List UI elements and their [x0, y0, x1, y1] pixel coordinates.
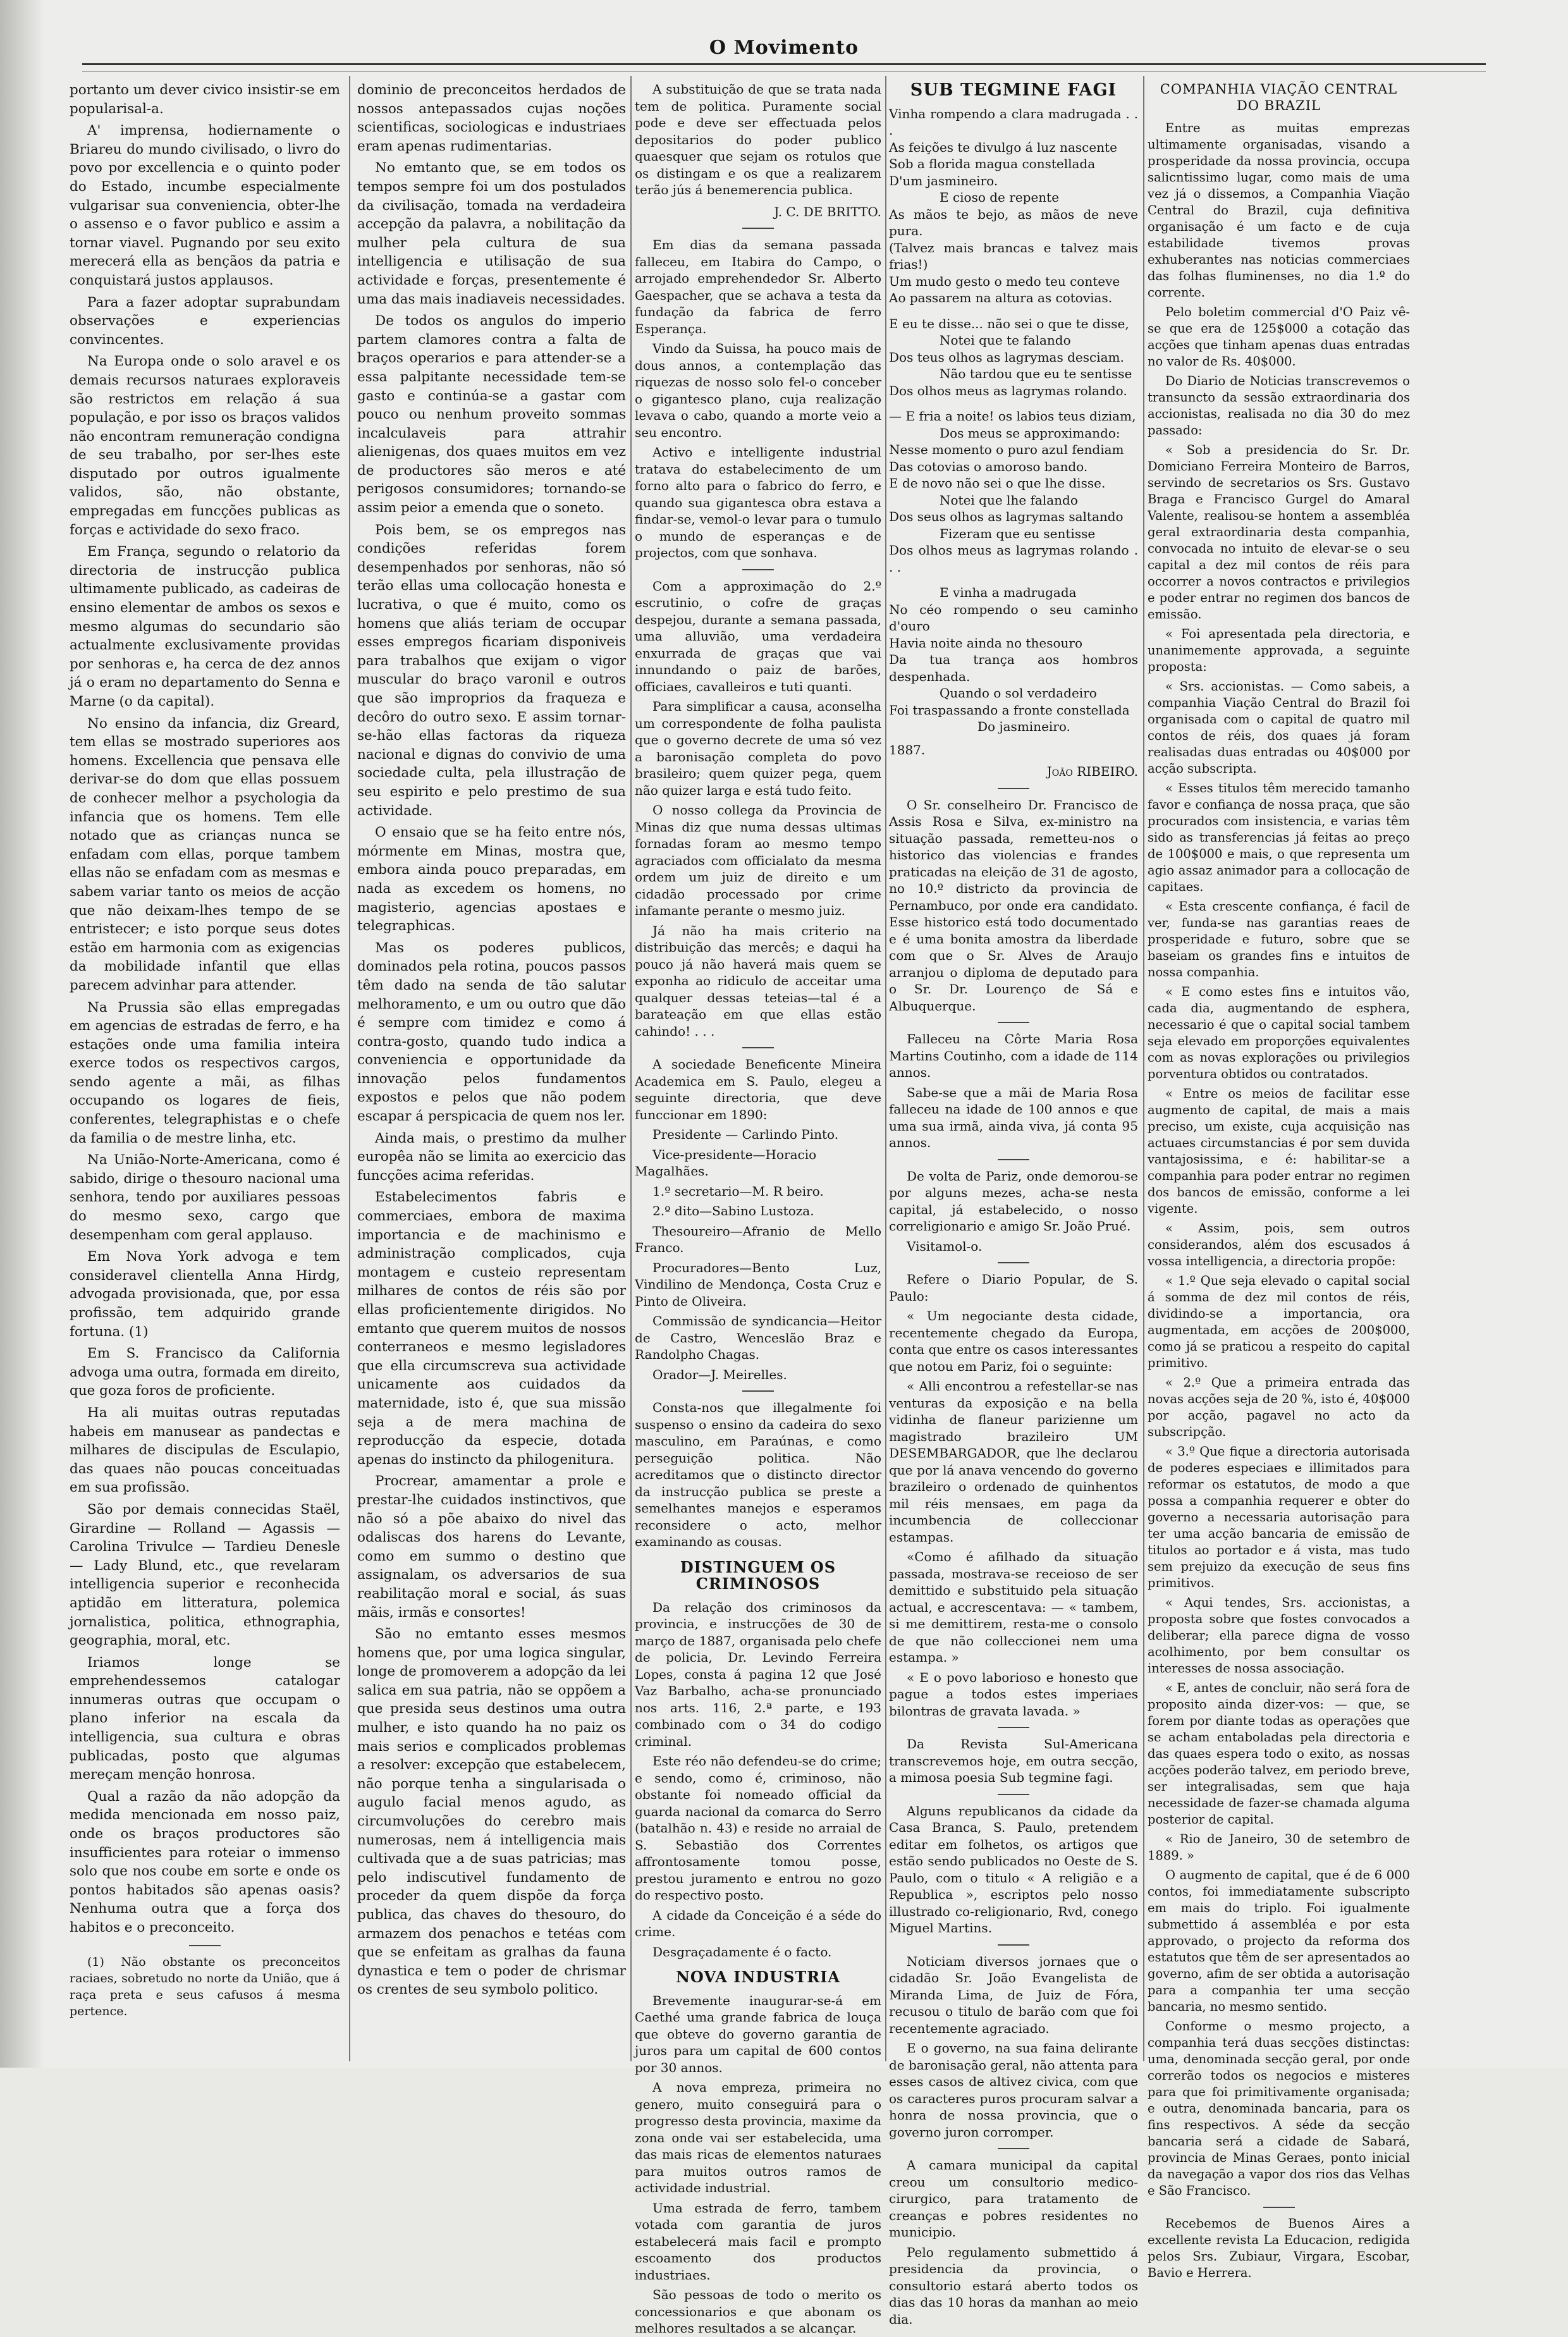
poem-title: SUB TEGMINE FAGI	[910, 80, 1117, 100]
paragraph: A camara municipal da capital creou um consultorio medico-cirurgico, para tratamento de creanças e pobres residentes no municipio.	[889, 2157, 1138, 2240]
poem-line	[889, 307, 1138, 316]
poem-line: — E fria a noite! os labios teus diziam,	[889, 408, 1136, 424]
list-item: Presidente — Carlindo Pinto.	[652, 1127, 839, 1142]
poem-line: Quando o sol verdadeiro	[940, 685, 1097, 701]
footnote: (1) Não obstante os preconceitos raciaes, sobretudo no norte da União, que á raça preta e seus cafusos á mesma pertence.	[70, 1954, 340, 2018]
poem-line: Dos olhos meus as lagrymas rolando . . .	[889, 543, 1138, 575]
paragraph: A cidade da Conceição é a séde do crime.	[635, 1907, 881, 1939]
poem-line: E vinha a madrugada	[940, 585, 1077, 600]
paragraph: O Sr. conselheiro Dr. Francisco de Assis Rosa e Silva, ex-ministro na situação passada, remetteu-nos o historico das violencias e frandes praticadas na eleição de 31 de agosto, no 10.º districto da provincia de Pernambuco, por onde era candidato. Esse historico está todo documentado e é uma bonita amostra da liberdade com que o Sr. Alves de Araujo arranjou o diploma de deputado para o Sr. Dr. Lourenço de Sá e Albuquerque.	[889, 797, 1138, 1014]
poem-line: D'um jasmineiro.	[889, 173, 998, 188]
paragraph: No ensino da infancia, diz Greard, tem ellas se mostrado superiores aos homens. Excellencia que pensava elle derivar-se do dom que ellas possuem de conhecer melhor a psychologia da infancia que os homens. Tem elle notado que as crianças nunca se enfadam com ellas, porque tambem ellas não se enfadam com as mesmas e sabem variar tanto os meios de acção que não deixam-lhes tempo de se entristecer; e isto porque seus dotes estão em harmonia com as exigencias da mobilidade infantil que ellas parecem advinhar para attender.	[70, 715, 340, 993]
paragraph: « E o povo laborioso e honesto que pague a todos estes imperiaes bilontras de gravata lavada. »	[889, 1669, 1138, 1719]
separator	[998, 1794, 1029, 1795]
paragraph: Em S. Francisco da California advoga uma outra, formada em direito, que goza foros de proficiente.	[70, 1346, 340, 1399]
column-2	[357, 81, 626, 2057]
separator	[1263, 2207, 1295, 2208]
paragraph: São no emtanto esses mesmos homens que, por uma logica singular, longe de promoverem a adopção da lei salica em sua patria, não se oppõem a que presida seus destinos uma outra mulher, e isto quando ha no paiz os mais serios e complicados problemas a resolver: excepção que estabelecem, não porque tenha a singularisada o augulo facial menos agudo, as circumvoluções do cerebro mais numerosas, nem á intelligencia mais cultivada que a de suas patricias; mas pelo indiscutivel fundamento de proceder da quem dispõe da força publica, das chaves do thesouro, do armazem dos penachos e tetéas com que se enfeitam as gralhas da fauna dynastica e tem o poder de chrismar os crentes de seu symbolo politico.	[357, 1626, 626, 1998]
paragraph: Visitamol-o.	[907, 1238, 983, 1254]
paragraph: Ainda mais, o prestimo da mulher europêa não se limita ao exercicio das funcções acima referidas.	[357, 1130, 626, 1184]
list-item: Vice-presidente—Horacio Magalhães.	[635, 1146, 817, 1179]
paragraph: Conforme o mesmo projecto, a companhia terá duas secções distinctas: uma, denominada secção geral, por onde correrão todos os negocios e misteres para que foi primitivamente organisada; e outra, denominada bancaria, para os fins respectivos. A séde da secção bancaria será a cidade de Sabará, provincia de Minas Geraes, ponto inicial da navegação a vapor dos rios das Velhas e São Francisco.	[1148, 2019, 1410, 2198]
separator	[998, 1727, 1029, 1728]
paragraph: Iriamos longe se emprehendessemos catalogar innumeras outras que occupam o plano inferior na escala da intelligencia, sua cultura e obras publicadas, posto que algumas mereçam menção honrosa.	[70, 1654, 340, 1783]
masthead-rule	[82, 63, 1486, 71]
paragraph: « Alli encontrou a refestellar-se nas venturas da exposição e na bella vidinha de flaneur parizienne um magistrado brazileiro UM DESEMBARGADOR, que lhe declarou que por lá anava vencendo do governo brazileiro o ordenado de quinhentos mil réis mensaes, em paga da incumbencia de colleccionar estampas.	[889, 1378, 1138, 1545]
paragraph: « Aqui tendes, Srs. accionistas, a proposta sobre que fostes convocados a deliberar; ella parece digna de vosso acolhimento, por bem consultar os interesses de nossa associação.	[1148, 1595, 1410, 1676]
paragraph: Estabelecimentos fabris e commerciaes, embora de maxima importancia e de machinismo e administração complicados, cuja montagem e custeio representam milhares de contos de réis são por ellas proficientemente dirigidos. No emtanto que querem muitos de nossos conterraneos e mesmo legisladores que ella circumscreva sua actividade unicamente aos cuidados da maternidade, isto é, que sua missão seja a de mera machina de reproducção da especie, dotada apenas do instincto da philogenitura.	[357, 1189, 626, 1468]
separator	[998, 1944, 1029, 1946]
poem-line: Dos seus olhos as lagrymas saltando	[889, 509, 1124, 524]
poem-author: João RIBEIRO.	[1046, 764, 1138, 779]
paragraph: Procrear, amamentar a prole e prestar-lhe cuidados instinctivos, que não só a põe abaixo do nivel das odaliscas dos harens do Levante, como em summo o destino que assignalam, os adversarios de sua reabilitação moral e social, ás suas mãis, irmãs e consortes!	[357, 1473, 626, 1621]
section-title: COMPANHIA VIAÇÃO CENTRAL DO BRAZIL	[1160, 82, 1398, 113]
paragraph: Da Revista Sul-Americana transcrevemos hoje, em outra secção, a mimosa poesia Sub tegmine fagi.	[889, 1736, 1138, 1785]
paragraph: « E, antes de concluir, não será fora de proposito ainda dizer-vos: — que, se forem por diante todas as operações que se acham entaboladas pela directoria e das quaes espera todo o exito, as nossas acções poderão talvez, em periodo breve, ser integralisadas, sem que haja necessidade de fazer-se chamada alguma posterior de capital.	[1148, 1681, 1410, 1827]
poem-line: E cioso de repente	[940, 190, 1060, 205]
paragraph: Recebemos de Buenos Aires a excellente revista La Educacion, redigida pelos Srs. Zubiaur, Virgara, Escobar, Bavio e Herrera.	[1148, 2216, 1410, 2280]
list-item: Procuradores—Bento Luz, Vindilino de Mendonça, Costa Cruz e Pinto de Oliveira.	[635, 1260, 881, 1309]
paragraph: A nova empreza, primeira no genero, muito conseguirá para o progresso desta provincia, maxime da zona onde vai ser estabelecida, uma das mais ricas de elementos naturaes para muitos outros ramos de actividade industrial.	[635, 2080, 881, 2195]
paragraph: Com a approximação do 2.º escrutinio, o cofre de graças despejou, durante a semana passada, uma alluvião, uma verdadeira enxurrada de graças que vai innundando o paiz de barões, officiaes, cavalleiros e tuti quanti.	[635, 578, 881, 694]
paragraph: dominio de preconceitos herdados de nossos antepassados cujas noções scientificas, sociologicas e industriaes eram apenas rudimentarias.	[357, 82, 626, 154]
paragraph: Refere o Diario Popular, de S. Paulo:	[889, 1272, 1138, 1304]
paragraph: Em França, segundo o relatorio da directoria de instrucção publica ultimamente publicado, as cadeiras de ensino elementar de ambos os sexos e mesmo algumas do secundario são actualmente exclusivamente providas por senhoras e, ha cerca de dez annos já o eram no departamento do Senna e Marne (o da capital).	[70, 544, 340, 709]
paragraph: Do Diario de Noticias transcrevemos o transuncto da sessão extraordinaria dos accionistas, realisada no dia 30 do mez passado:	[1148, 374, 1410, 438]
poem-line: Fizeram que eu sentisse	[940, 525, 1096, 541]
poem-line: Da tua trança aos hombros despenhada.	[889, 652, 1138, 684]
column-divider	[1143, 76, 1144, 2061]
paragraph: São pessoas de todo o merito os concessionarios e que abonam os melhores resultados a se alcançar.	[635, 2287, 881, 2336]
paragraph: Noticiam diversos jornaes que o cidadão Sr. João Evangelista de Miranda Lima, de Juiz de Fóra, recusou o titulo de barão com que foi recentemente agraciado.	[889, 1953, 1138, 2036]
paragraph: Vindo da Suissa, ha pouco mais de dous annos, a contemplação das riquezas de nosso solo fel-o conceber o gigantesco plano, cuja realização levava o cabo, quando a morte veio a seu encontro.	[635, 341, 881, 440]
poem-line: Foi traspassando a fronte constellada	[889, 702, 1130, 718]
paragraph: Activo e intelligente industrial tratava do estabelecimento de um forno alto para o fabrico do ferro, e quando sua gigantesca obra estava a findar-se, vemol-o levar para o tumulo o mundo de esperanças e de projectos, com que sonhava.	[635, 445, 881, 560]
poem-line: Sob a florida magua constellada	[889, 156, 1096, 171]
separator	[998, 788, 1029, 789]
paragraph: Ha ali muitas outras reputadas habeis em manusear as pandectas e milhares de discipulas de Esculapio, das quaes não poucas conceituadas em sua profissão.	[70, 1404, 340, 1496]
scan-edge-shadow	[0, 0, 44, 2068]
paragraph: Pelo boletim commercial d'O Paiz vê-se que era de 125$000 a cotação das acções que tinham apenas duas entradas no valor de Rs. 40$000.	[1148, 305, 1410, 369]
paragraph: « Rio de Janeiro, 30 de setembro de 1889. »	[1148, 1832, 1410, 1863]
poem-line: Não tardou que eu te sentisse	[940, 366, 1132, 381]
poem-line: Dos teus olhos as lagrymas desciam.	[889, 349, 1124, 365]
list-item: Orador—J. Meirelles.	[652, 1366, 787, 1382]
paragraph: « Esses titulos têm merecido tamanho favor e confiança de nossa praça, que são procurados com insistencia, e varias têm sido as transferencias já feitas ao preço de 100$000 e mais, o que representa um agio assaz animador para a collocação de capitaes.	[1148, 781, 1410, 894]
paragraph: O ensaio que se ha feito entre nós, mórmente em Minas, mostra que, embora ainda pouco preparadas, em nada as excedem os homens, no magisterio, agencias apostaes e telegraphicas.	[357, 825, 626, 935]
paragraph: « Um negociante desta cidade, recentemente chegado da Europa, conta que entre os casos interessantes que notou em Pariz, foi o seguinte:	[889, 1308, 1138, 1374]
poem-line: E de novo não sei o que lhe disse.	[889, 475, 1106, 491]
paragraph: A sociedade Beneficente Mineira Academica em S. Paulo, elegeu a seguinte directoria, que deve funccionar em 1890:	[635, 1057, 881, 1122]
section-title: DISTINGUEM OS CRIMINOSOS	[680, 1557, 836, 1593]
paragraph: « 2.º Que a primeira entrada das novas acções seja de 20 %, isto é, 40$000 por acção, pagavel no acto da subscripção.	[1148, 1375, 1410, 1439]
poem-line	[889, 399, 1138, 408]
paragraph: « Sob a presidencia do Sr. Dr. Domiciano Ferreira Monteiro de Barros, servindo de secretarios os Srs. Gustavo Braga e Francisco Gurgel do Amaral Valente, realisou-se hontem a assembléa geral extraordinaria desta companhia, convocada no intuito de elevar-se o seu capital a dez mil contos de réis para occorrer a novos contractos e privilegios e poder entrar no regimen dos bancos de emissão.	[1148, 443, 1410, 622]
separator	[742, 228, 774, 229]
poem-line: As mãos te bejo, as mãos de neve pura.	[889, 206, 1138, 238]
poem-line: Notei que te falando	[940, 333, 1071, 348]
paragraph: No emtanto que, se em todos os tempos sempre foi um dos postulados da civilisação, tomada na verdadeira accepção da palavra, a nobilitação da mulher pela cultura de sua intelligencia e utilisação de sua actividade e forças, presentemente é uma das mais inadiaveis necessidades.	[357, 160, 626, 307]
paragraph: O nosso collega da Provincia de Minas diz que numa dessas ultimas fornadas foram ao mesmo tempo agraciados com officialato da mesma ordem um juiz de direito e um cidadão processado por crime infamante perante o mesmo juiz.	[635, 802, 881, 918]
poem-line: Dos olhos meus as lagrymas rolando.	[889, 383, 1127, 398]
paragraph: Na Europa onde o solo aravel e os demais recursos naturaes exploraveis são restrictos em relação á sua população, e por isso os braços validos não encontram remuneração condigna de seu trabalho, por ser-lhes este disputado por outros igualmente validos, são, não obstante, empregadas em funcções publicas as forças e actividade do sexo fraco.	[70, 353, 340, 538]
separator	[742, 1047, 774, 1048]
column-divider	[630, 76, 632, 2061]
paragraph: « Entre os meios de facilitar esse augmento de capital, de mais a mais preciso, um existe, cuja acquisição nas actuaes circumstancias é por sem duvida vantajosissima, e é: habilitar-se a companhia para poder entrar no regimen dos bancos de emissão, conforme a lei vigente.	[1148, 1086, 1410, 1216]
separator	[189, 1945, 221, 1946]
paragraph: Entre as muitas emprezas ultimamente organisadas, visando a prosperidade da nossa provincia, occupa salicntissimo lugar, como mais de uma vez já o dissemos, a Companhia Viação Central do Brazil, cuja definitiva organisação é um facto e de cuja estabilidade tivemos provas exhuberantes nas noticias commerciaes das folhas fluminenses, no dia 1.º do corrente.	[1148, 121, 1410, 300]
poem-line: Das cotovias o amoroso bando.	[889, 458, 1088, 474]
poem-line: Vinha rompendo a clara madrugada . . .	[889, 106, 1138, 138]
paragraph: Desgraçadamente é o facto.	[652, 1944, 832, 1960]
poem-line: Dos meus se approximando:	[940, 425, 1120, 441]
list-item: 1.º secretario—M. R beiro.	[652, 1183, 824, 1199]
masthead: O Movimento	[709, 37, 859, 59]
paragraph: Consta-nos que illegalmente foi suspenso o ensino da cadeira do sexo masculino, em Paraúnas, e como perseguição politica. Não acreditamos que o distincto director da instrucção publica se preste a semelhantes manejos e esperamos reconsidere o acto, melhor examinando as cousas.	[635, 1400, 881, 1549]
list-item: 2.º dito—Sabino Lustoza.	[652, 1203, 814, 1218]
paragraph: Pelo regulamento submettido á presidencia da provincia, o consultorio estará aberto todos os dias das 10 horas da manhan ao meio dia.	[889, 2244, 1138, 2327]
paragraph: Brevemente inaugurar-se-á em Caethé uma grande fabrica de louça que obteve do governo garantia de juros para um capital de 600 contos por 30 annos.	[635, 1992, 881, 2075]
paragraph: « Foi apresentada pela directoria, e unanimemente approvada, a seguinte proposta:	[1148, 627, 1410, 674]
separator	[998, 2148, 1029, 2149]
paragraph: « Assim, pois, sem outros considerandos, além dos escusados á vossa intelligencia, a directoria propõe:	[1148, 1221, 1410, 1268]
paragraph: A' imprensa, hodiernamente o Briareu do mundo civilisado, o livro do povo por excellencia e o quinto poder do Estado, incumbe especialmente vulgarisar sua conveniencia, obter-lhe o assenso e o favor publico e assim a tornar viavel. Pugnando por seu exito merecerá ella as bençãos da patria e conquistará justos applausos.	[70, 123, 340, 288]
column-1	[70, 81, 340, 2057]
poem-line: E eu te disse... não sei o que te disse,	[889, 316, 1129, 331]
paragraph: Este réo não defendeu-se do crime; e sendo, como é, criminoso, não obstante foi nomeado official da guarda nacional da comarca do Serro (batalhão n. 43) e reside no arraial de S. Sebastião dos Correntes affrontosamente tomou posse, prestou juramento e entrou no gozo do respectivo posto.	[635, 1753, 881, 1903]
paragraph: Da relação dos criminosos da provincia, e instrucções de 30 de março de 1887, organisada pelo chefe de policia, Dr. Levindo Ferreira Lopes, consta á pagina 12 que José Vaz Barbalho, acha-se pronunciado nos arts. 116, 2.ª parte, e 193 combinado com o 34 do codigo criminal.	[635, 1599, 881, 1749]
paragraph: A substituição de que se trata nada tem de politica. Puramente social pode e deve ser effectuada pelos depositarios do poder publico quaesquer que sejam os rotulos que os distingam e os que a realizarem terão jús á benemerencia publica.	[635, 82, 881, 197]
separator	[998, 1022, 1029, 1023]
paragraph: São por demais connecidas Staël, Girardine — Rolland — Agassis — Carolina Trivulce — Tardieu Denesle — Lady Blund, etc., que revelaram intelligencia superior e reconhecida aptidão em litteratura, polemica jornalistica, politica, ethnographia, geographia, moral, etc.	[70, 1501, 340, 1649]
poem-line: Nesse momento o puro azul fendiam	[889, 442, 1124, 457]
signature: J. C. DE BRITTO.	[774, 204, 881, 219]
poem-year: 1887.	[889, 742, 926, 758]
separator	[998, 1159, 1029, 1160]
paragraph: Na Prussia são ellas empregadas em agencias de estradas de ferro, e ha estações onde uma familia inteira exerce todos os respectivos cargos, sendo agente a mãi, as filhas occupando os logares de fieis, conferentes, telegraphistas e o chefe da familia o de mestre linha, etc.	[70, 999, 340, 1146]
poem	[889, 106, 1138, 735]
poem-line: No céo rompendo o seu caminho d'ouro	[889, 601, 1138, 634]
paragraph: Em Nova York advoga e tem consideravel clientella Anna Hirdg, advogada provisionada, que, por essa profissão, tem adquirido grande fortuna. (1)	[70, 1249, 340, 1340]
poem-line: Um mudo gesto o medo teu conteve	[889, 273, 1120, 289]
paragraph: « 3.º Que fique a directoria autorisada de poderes especiaes e illimitados para reformar os estatutos, de modo a que possa a companhia requerer e obter do governo a necessaria autorisação para ter uma acção bancaria de emissão de titulos ao portador e á vista, mas tudo sem prejuizo da execução de seus fins primitivos.	[1148, 1444, 1410, 1590]
poem-line	[889, 575, 1138, 584]
paragraph: Em dias da semana passada falleceu, em Itabira do Campo, o arrojado emprehendedor Sr. Alberto Gaespacher, que se achava a testa da fundação da fabrica de ferro Esperança.	[635, 237, 881, 336]
paragraph: Pois bem, se os empregos nas condições referidas forem desempenhados por senhoras, não só terão ellas uma collocação honesta e lucrativa, o que é muito, como os homens que aliás teriam de occupar esses empregos ficariam disponiveis para trabalhos que exijam o vigor muscular do braço varonil e outros que são improprios da fraqueza e decôro do outro sexo. E assim tornar-se-hão ellas factoras da riqueza nacional e dignas do convivio de uma sociedade culta, pela illustração de seu espirito e pelo prestimo de sua actividade.	[357, 522, 626, 819]
section-title: NOVA INDUSTRIA	[675, 1968, 841, 1986]
paragraph: Falleceu na Côrte Maria Rosa Martins Coutinho, com a idade de 114 annos.	[889, 1031, 1138, 1080]
paragraph: portanto um dever civico insistir-se em popularisal-a.	[70, 82, 340, 117]
column-3	[635, 81, 881, 2336]
poem-line: As feições te divulgo á luz nascente	[889, 139, 1117, 155]
paragraph: O augmento de capital, que é de 6 000 contos, foi immediatamente subscripto em mais do triplo. Foi igualmente submettido á assembléa e por esta approvado, o projecto da reforma dos estatutos que têm de ser apresentados ao governo, afim de ser obtida a autorisação para a companhia ter uma secção bancaria, no mesmo sentido.	[1148, 1868, 1410, 2014]
poem-line: Do jasmineiro.	[977, 719, 1070, 734]
paragraph: Qual a razão da não adopção da medida mencionada em nosso paiz, onde os braços productores são insufficientes para roteiar o immenso solo que nos coube em sorte e onde os pontos habitados são apenas oasis? Nenhuma outra que a força dos habitos e o preconceito.	[70, 1788, 340, 1935]
list-item: Thesoureiro—Afranio de Mello Franco.	[635, 1223, 881, 1255]
separator	[742, 569, 774, 570]
paragraph: Mas os poderes publicos, dominados pela rotina, poucos passos têm dado na senda de tão salutar melhoramento, e um ou outro que dão é sempre com timidez e como á contra-gosto, quando tudo indica a conveniencia e opportunidade da innovação pelos fundamentos expostos e pelos que não podem escapar á perspicacia de quem nos ler.	[357, 940, 626, 1125]
column-4	[889, 80, 1138, 2327]
paragraph: Alguns republicanos da cidade da Casa Branca, S. Paulo, pretendem editar em folhetos, os artigos que estão sendo publicados no Oeste de S. Paulo, com o titulo « A religião e a Republica », escriptos pelo nosso illustrado co-religionario, Rvd, conego Miguel Martins.	[889, 1803, 1138, 1935]
poem-line: (Talvez mais brancas e talvez mais frias!)	[889, 240, 1138, 272]
paragraph: De volta de Pariz, onde demorou-se por alguns mezes, acha-se nesta capital, já estabelecido, o nosso correligionario e amigo Sr. João Prué.	[889, 1168, 1138, 1234]
paragraph: « Esta crescente confiança, é facil de ver, funda-se nas garantias reaes de prosperidade e futuro, sobre que se baseiam os grandes fins e intuitos de nossa companhia.	[1148, 899, 1410, 979]
paragraph: Uma estrada de ferro, tambem votada com garantia de juros estabelecerá mais facil e prompto escoamento dos productos industriaes.	[635, 2200, 881, 2283]
poem-line: Notei que lhe falando	[940, 492, 1078, 508]
paragraph: « Srs. accionistas. — Como sabeis, a companhia Viação Central do Brazil foi organisada com o capital de quatro mil contos de réis, dos quaes já foram realisadas duas entradas ou 40$000 por acção subscripta.	[1148, 679, 1410, 776]
paragraph: «Como é afilhado da situação passada, mostrava-se receioso de ser demittido e substituido pela situação actual, e accrescentava: — « tambem, si me demittirem, resta-me o consolo de que não colleccionei nem uma estampa. »	[889, 1549, 1138, 1665]
column-5	[1148, 81, 1410, 2280]
paragraph: E o governo, na sua faina delirante de baronisação geral, não attenta para esses casos de altivez civica, com que os caracteres puros procuram salvar a honra de nossa provincia, que o governo juron corromper.	[889, 2040, 1138, 2140]
poem-line: Ao passarem na altura as cotovias.	[889, 290, 1113, 305]
paragraph: Para a fazer adoptar suprabundam observações e experiencias convincentes.	[70, 294, 340, 348]
paragraph: « 1.º Que seja elevado o capital social á somma de dez mil contos de réis, dividindo-se a importancia, ora augmentada, em acções de 200$000, como já se praticou a respeito do capital primitivo.	[1148, 1273, 1410, 1370]
paragraph: Sabe-se que a mãi de Maria Rosa falleceu na idade de 100 annos e que uma sua irmã, ainda viva, já conta 95 annos.	[889, 1084, 1138, 1150]
column-divider	[349, 76, 350, 2061]
paragraph: Para simplificar a causa, aconselha um correspondente de folha paulista que o governo decrete de uma só vez a baronisação completa do povo brasileiro; quem quizer pega, quem não quizer larga e está tudo feito.	[635, 699, 881, 798]
paragraph: De todos os angulos do imperio partem clamores contra a falta de braços operarios e para attender-se a essa palpitante necessidade tem-se gasto e continúa-se a gastar com pouco ou nenhum proveito sommas incalculaveis para attrahir alienigenas, dos quaes muitos em vez de productores são meros e até perigosos consumidores; tornando-se assim peior a emenda que o soneto.	[357, 313, 626, 517]
separator	[742, 1390, 774, 1392]
list-item: Commissão de syndicancia—Heitor de Castro, Wenceslão Braz e Randolpho Chagas.	[635, 1313, 881, 1362]
separator	[998, 1262, 1029, 1263]
column-divider	[885, 76, 886, 2061]
poem-line: Havia noite ainda no thesouro	[889, 635, 1082, 651]
paragraph: Já não ha mais criterio na distribuição das mercês; e daqui ha pouco já não haverá mais quem se exponha ao ridiculo de acceitar uma qualquer dessas teteias—tal é a barateação em que ellas estão cahindo! . . .	[635, 923, 881, 1039]
paragraph: « E como estes fins e intuitos vão, cada dia, augmentando de esphera, necessario é que o capital social tambem seja elevado em proporções equivalentes com as novas explorações ou privilegios porventura obtidos ou contratados.	[1148, 984, 1410, 1081]
paragraph: Na União-Norte-Americana, como é sabido, dirige o thesouro nacional uma senhora, tendo por auxiliares pessoas do mesmo sexo, cargo que desempenham com geral applauso.	[70, 1152, 340, 1243]
